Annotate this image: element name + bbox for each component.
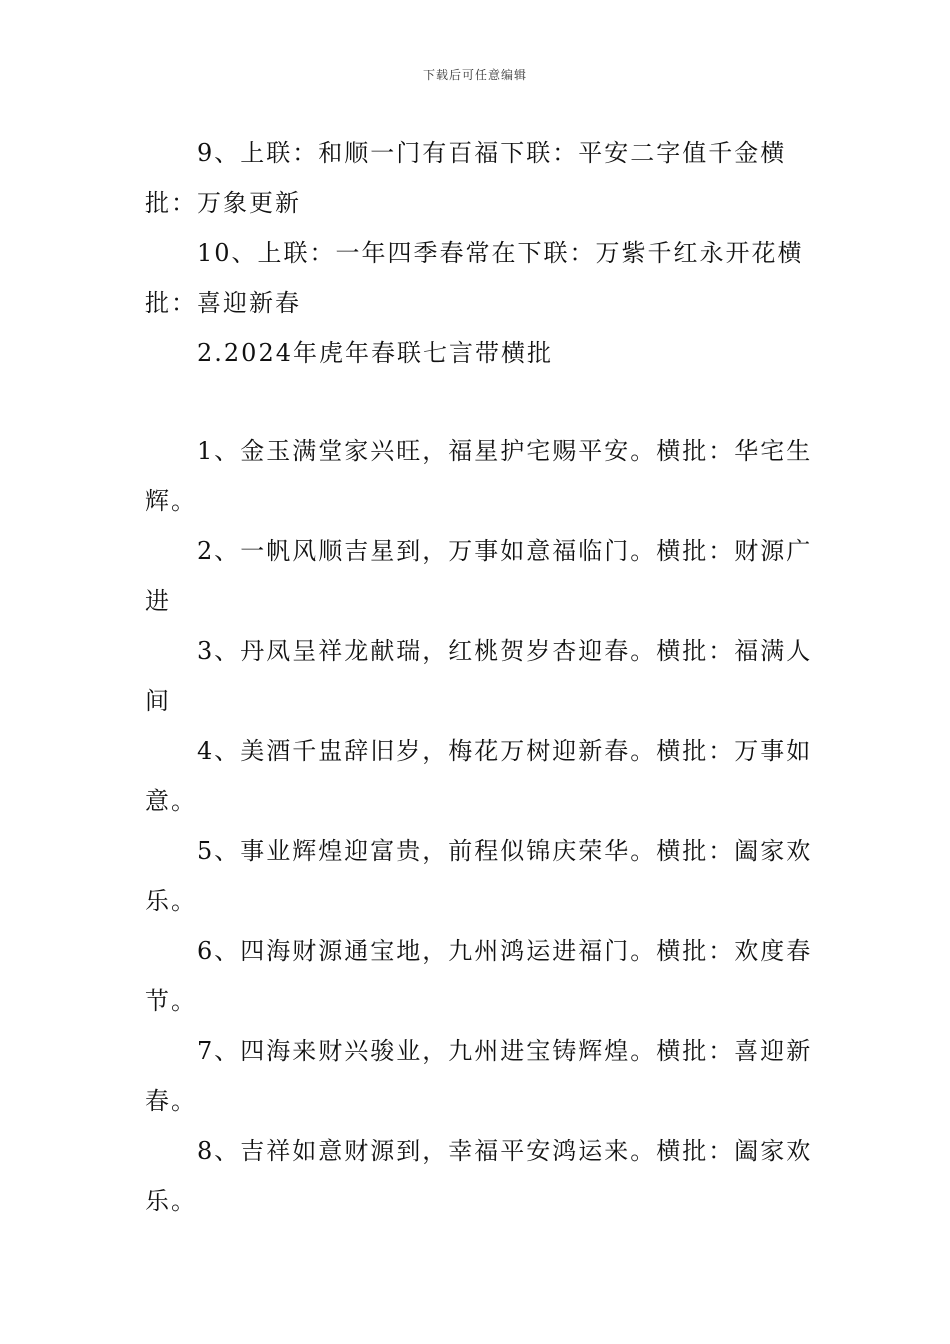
couplet-item-4: 4、美酒千盅辞旧岁，梅花万树迎新春。横批：万事如意。 (145, 737, 813, 815)
page-header-note: 下载后可任意编辑 (422, 68, 527, 82)
couplet-item-6: 6、四海财源通宝地，九州鸿运进福门。横批：欢度春节。 (145, 937, 813, 1015)
couplet-item-10: 10、上联：一年四季春常在下联：万紫千红永开花横批：喜迎新春 (145, 239, 804, 317)
couplet-item-5: 5、事业辉煌迎富贵，前程似锦庆荣华。横批：阖家欢乐。 (145, 837, 813, 915)
couplet-item-9: 9、上联：和顺一门有百福下联：平安二字值千金横批：万象更新 (145, 139, 787, 217)
couplet-item-3: 3、丹凤呈祥龙献瑞，红桃贺岁杏迎春。横批：福满人间 (145, 637, 813, 715)
couplet-item-1: 1、金玉满堂家兴旺，福星护宅赐平安。横批：华宅生辉。 (145, 437, 813, 515)
section-heading: 2.2024年虎年春联七言带横批 (197, 339, 553, 367)
document-body (145, 128, 815, 1226)
couplet-item-7: 7、四海来财兴骏业，九州进宝铸辉煌。横批：喜迎新春。 (145, 1037, 813, 1115)
couplet-item-8: 8、吉祥如意财源到，幸福平安鸿运来。横批：阖家欢乐。 (145, 1137, 813, 1215)
paragraph-spacer (145, 378, 815, 426)
couplet-item-2: 2、一帆风顺吉星到，万事如意福临门。横批：财源广进 (145, 537, 813, 615)
